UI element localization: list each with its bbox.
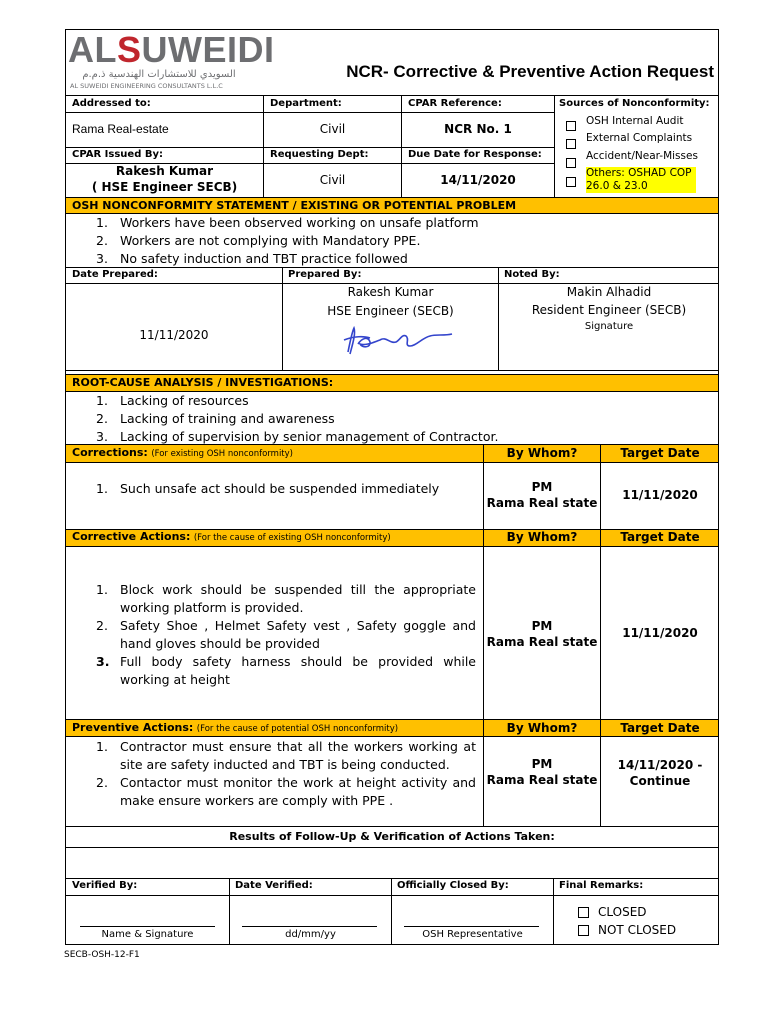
corrective-by-whom: PM Rama Real state (486, 619, 598, 649)
nonconformity-heading: OSH NONCONFORMITY STATEMENT / EXISTING OR POTENTIAL PROBLEM (72, 199, 517, 212)
list-item: 3. Lacking of supervision by senior management of Contractor. (96, 429, 499, 444)
preventive-target-label: Target Date (620, 721, 700, 735)
date-verified-line[interactable] (242, 926, 377, 927)
list-item: 2. Contactor must monitor the work at height activity and make ensure workers are comply with PPE . (96, 775, 476, 808)
followup-heading: Results of Follow-Up & Verification of Actions Taken: (229, 830, 555, 843)
closed-option[interactable]: CLOSED (578, 905, 647, 919)
closed-by-caption: OSH Representative (422, 929, 523, 940)
corrections-heading: Corrections: (For existing OSH nonconformity) (72, 446, 293, 459)
preventive-list (70, 738, 476, 810)
logo-text-al: AL (68, 29, 117, 70)
noted-by-name: Makin Alhadid (566, 285, 652, 299)
due-date-value: 14/11/2020 (440, 173, 516, 187)
corrections-target-date: 11/11/2020 (622, 488, 698, 502)
verified-by-caption: Name & Signature (101, 929, 194, 940)
verified-by-label: Verified By: (72, 880, 138, 891)
logo-arabic: السويدي للاستشارات الهندسية ذ.م.م (82, 69, 236, 80)
list-item: 3. Full body safety harness should be provided while working at height (96, 654, 476, 687)
cpar-reference-label: CPAR Reference: (408, 98, 502, 109)
not-closed-option[interactable]: NOT CLOSED (578, 923, 676, 937)
list-item: 2. Workers are not complying with Mandatory PPE. (96, 233, 421, 248)
checkbox[interactable] (578, 925, 589, 936)
addressed-to-label: Addressed to: (72, 98, 151, 109)
form-code: SECB-OSH-12-F1 (64, 950, 140, 960)
list-item: 1. Lacking of resources (96, 393, 249, 408)
cpar-issued-label: CPAR Issued By: (72, 149, 163, 160)
root-cause-heading: ROOT-CAUSE ANALYSIS / INVESTIGATIONS: (72, 376, 334, 389)
prepared-by-label: Prepared By: (288, 269, 362, 280)
list-item: 2. Safety Shoe , Helmet Safety vest , Safety goggle and hand gloves should be provided (96, 618, 476, 651)
requesting-dept-value: Civil (319, 173, 346, 187)
corrective-target-date: 11/11/2020 (622, 626, 698, 640)
noted-by-label: Noted By: (504, 269, 560, 280)
corrective-heading: Corrective Actions: (For the cause of existing OSH nonconformity) (72, 530, 391, 543)
checkbox[interactable] (566, 177, 576, 187)
date-prepared-value: 11/11/2020 (139, 328, 209, 342)
logo-text-uweidi: UWEIDI (141, 29, 275, 70)
logo-subtitle: AL SUWEIDI ENGINEERING CONSULTANTS L.L.C (70, 82, 223, 90)
corrective-list (70, 581, 476, 689)
department-label: Department: (270, 98, 342, 109)
preventive-by-whom: PM Rama Real state (486, 757, 598, 787)
closed-by-label: Officially Closed By: (397, 880, 509, 891)
checkbox[interactable] (566, 139, 576, 149)
prepared-by-title: HSE Engineer (SECB) (327, 304, 454, 318)
corrections-list (70, 480, 480, 498)
closed-by-line[interactable] (404, 926, 539, 927)
checkbox[interactable] (566, 121, 576, 131)
preventive-heading: Preventive Actions: (For the cause of potential OSH nonconformity) (72, 721, 399, 734)
cpar-reference-value: NCR No. 1 (444, 122, 512, 136)
corrections-target-label: Target Date (620, 446, 700, 460)
date-prepared-label: Date Prepared: (72, 269, 158, 280)
prepared-by-name: Rakesh Kumar (347, 285, 434, 299)
due-date-label: Due Date for Response: (408, 149, 542, 160)
date-verified-label: Date Verified: (235, 880, 313, 891)
date-verified-caption: dd/mm/yy (285, 929, 336, 940)
department-value: Civil (319, 122, 346, 136)
preventive-by-whom-label: By Whom? (506, 721, 578, 735)
verified-by-line[interactable] (80, 926, 215, 927)
final-remarks-label: Final Remarks: (559, 880, 644, 891)
checkbox[interactable] (578, 907, 589, 918)
requesting-dept-label: Requesting Dept: (270, 149, 369, 160)
signature-image (340, 322, 460, 360)
root-cause-list (70, 392, 710, 446)
noted-by-title: Resident Engineer (SECB) (531, 303, 687, 317)
preventive-target-date: 14/11/2020 - Continue (617, 758, 703, 788)
list-item: 1. Workers have been observed working on unsafe platform (96, 215, 479, 230)
nonconformity-list (70, 214, 710, 268)
corrective-by-whom-label: By Whom? (506, 530, 578, 544)
noted-by-signature: Signature (584, 321, 634, 332)
corrections-by-whom-label: By Whom? (506, 446, 578, 460)
corrections-by-whom: PM Rama Real state (486, 480, 598, 510)
list-item: 1. Block work should be suspended till the appropriate working platform is provided. (96, 582, 476, 615)
checkbox[interactable] (566, 158, 576, 168)
form-title: NCR- Corrective & Preventive Action Request (346, 62, 714, 81)
issued-by-title: ( HSE Engineer SECB) (91, 180, 238, 194)
addressed-to-value: Rama Real-estate (72, 122, 169, 136)
list-item: 3. No safety induction and TBT practice followed (96, 251, 408, 266)
list-item: 1. Contractor must ensure that all the workers working at site are safety inducted and TBT is being conducted. (96, 739, 476, 772)
sources-label: Sources of Nonconformity: (559, 98, 710, 109)
corrective-target-label: Target Date (620, 530, 700, 544)
issued-by-name: Rakesh Kumar (115, 164, 214, 178)
list-item: 2. Lacking of training and awareness (96, 411, 335, 426)
list-item: 1. Such unsafe act should be suspended immediately (96, 481, 440, 496)
logo-text-s: S (117, 29, 142, 70)
